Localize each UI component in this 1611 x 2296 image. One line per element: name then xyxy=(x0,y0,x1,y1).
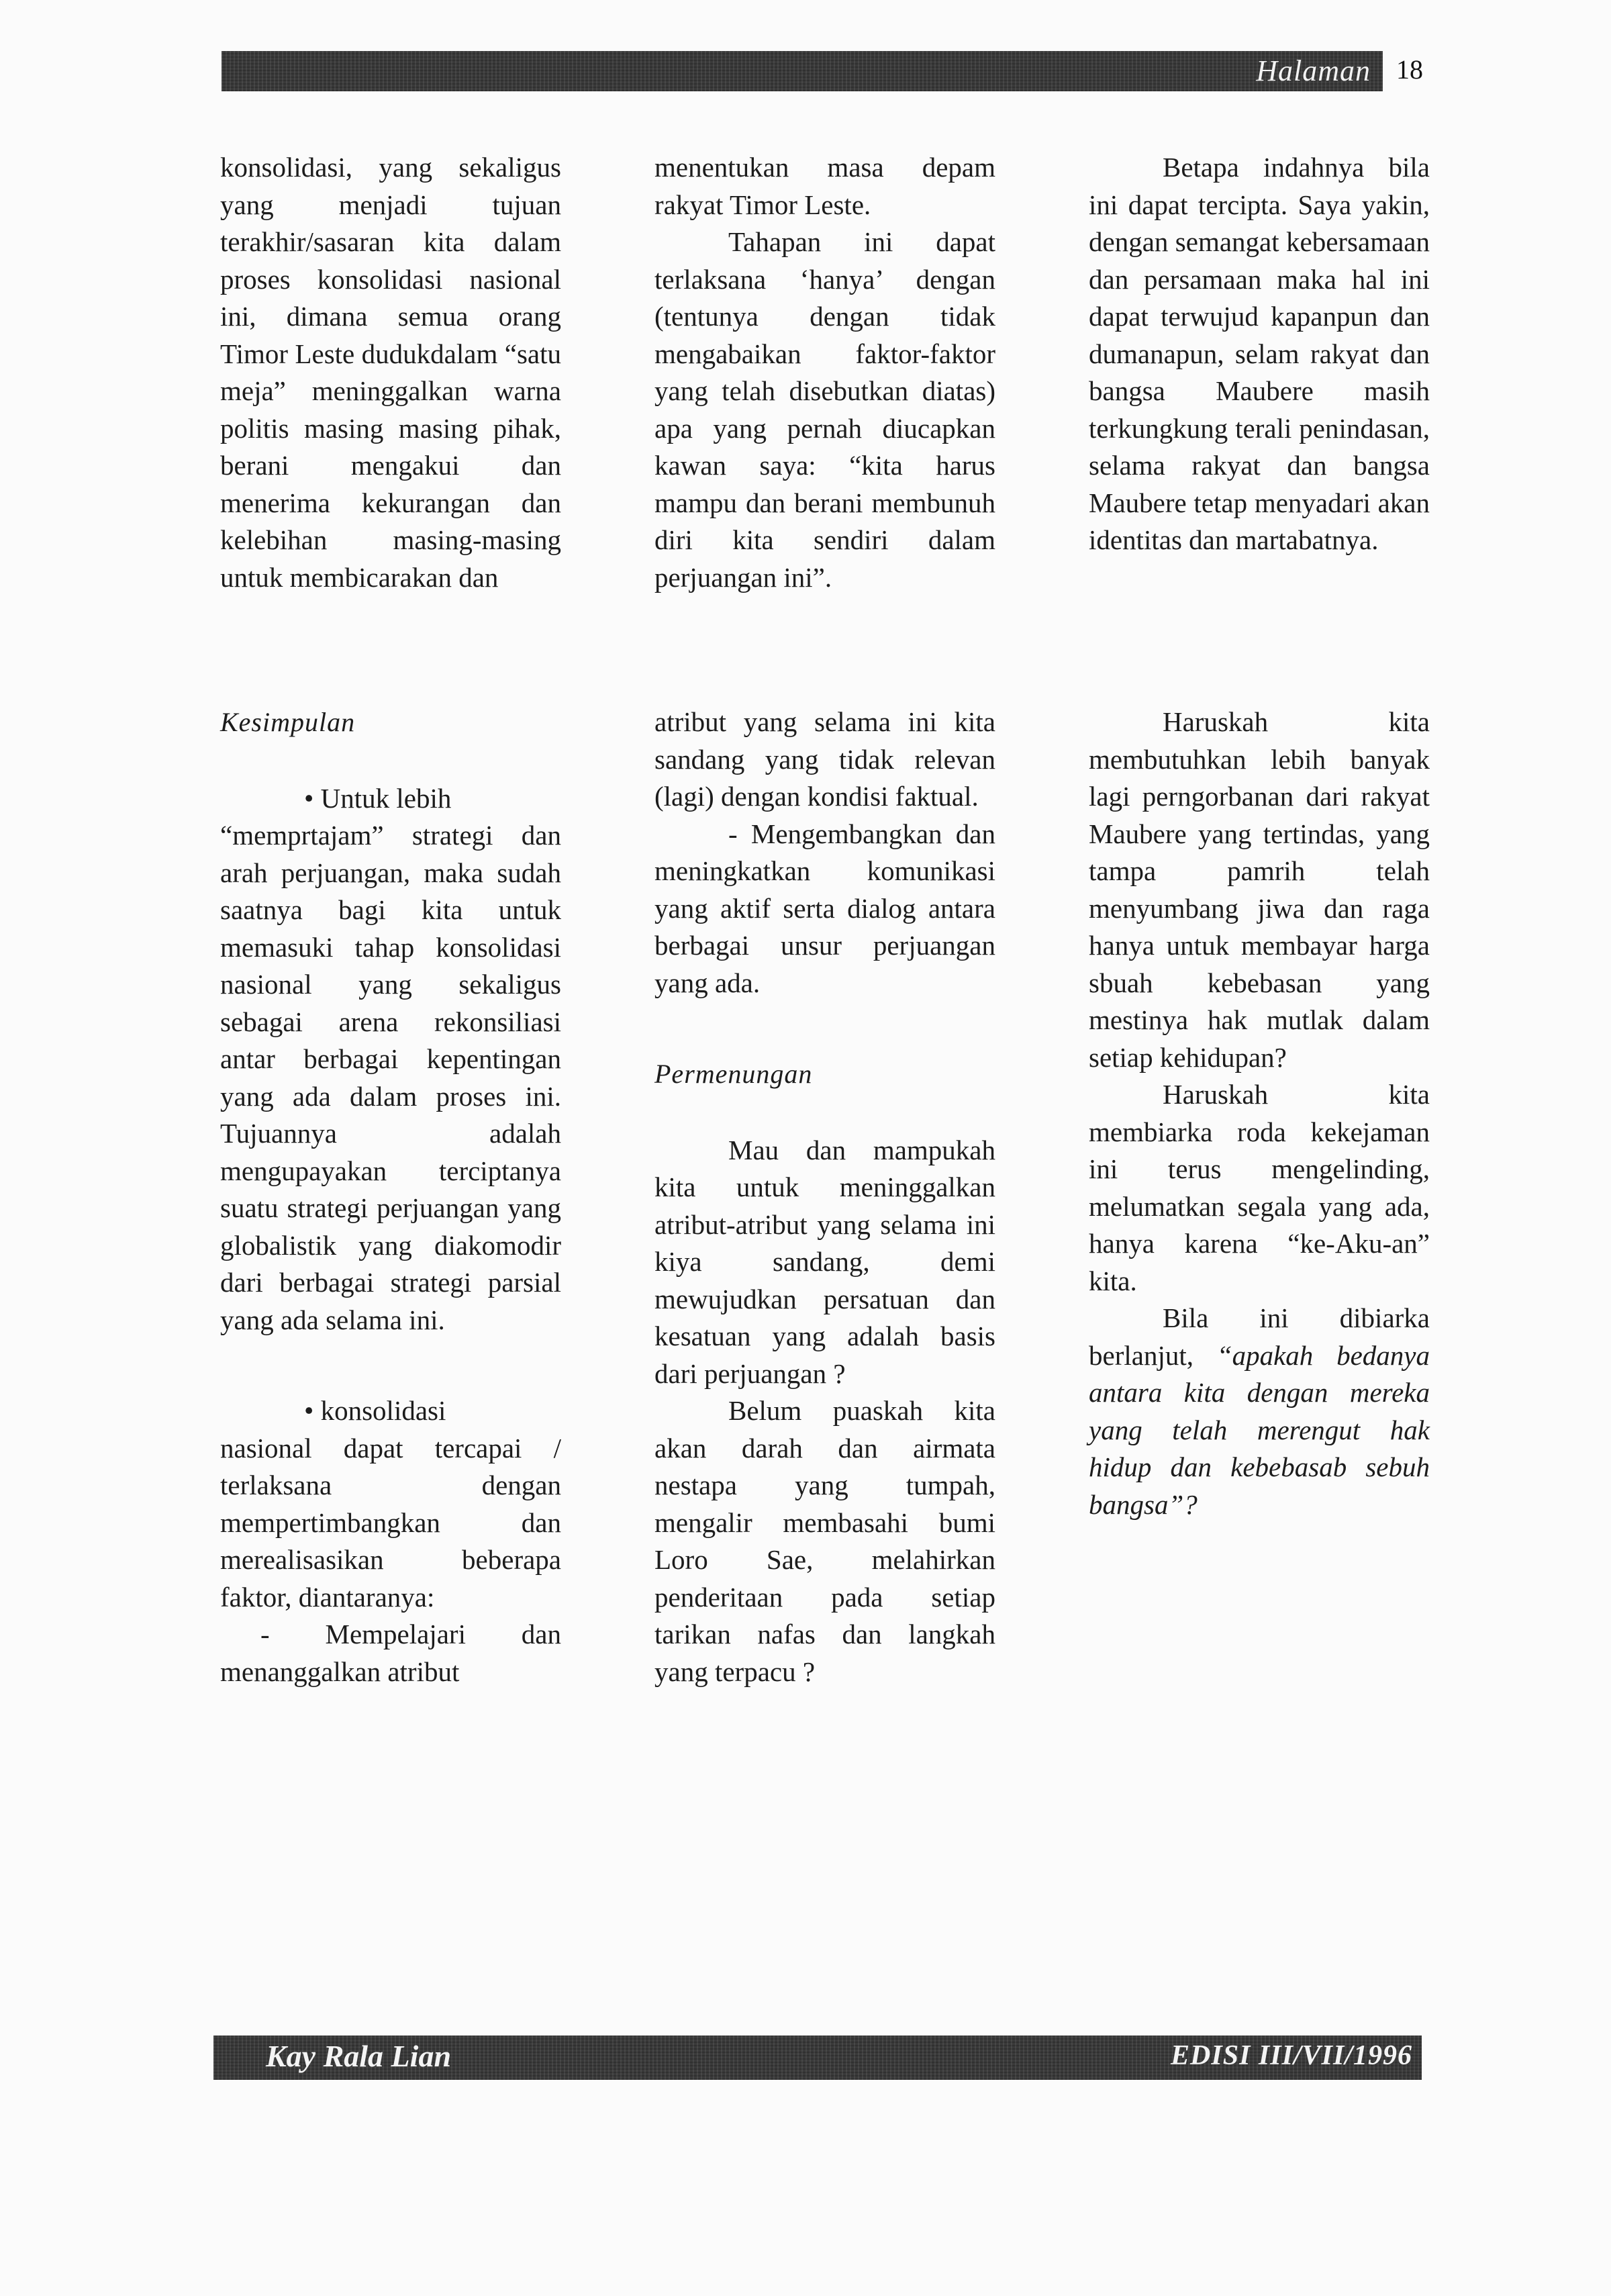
paragraph xyxy=(1089,1300,1430,1523)
bottom-column-1 xyxy=(220,704,561,1690)
bullet-lead: • Untuk lebih xyxy=(304,782,452,814)
page-number: 18 xyxy=(1396,54,1423,85)
paragraph: atribut yang selama ini kita sandang yang tidak relevan (lagi) dengan kondisi faktual. xyxy=(654,706,995,812)
bottom-column-3 xyxy=(1089,704,1430,1523)
edition-label: EDISI III/VII/1996 xyxy=(1171,2040,1412,2071)
top-column-1 xyxy=(220,149,561,596)
paragraph: Tahapan ini dapat terlaksana ‘hanya’ dengan (tentunya dengan tidak mengabaikan faktor-faktor yang telah disebutkan diatas) apa yang pernah diucapkan kawan saya: “kita harus mampu dan berani membunuh diri kita sendiri dalam perjuangan ini”. xyxy=(654,226,995,593)
footer-band xyxy=(213,2036,1422,2080)
quote-italic: “apakah bedanya antara kita dengan mereka yang telah merengut hak hidup dan kebebasab sebuh bangsa”? xyxy=(1089,1339,1430,1520)
paragraph: Betapa indahnya bila ini dapat tercipta. Saya yakin, dengan semangat kebersamaan dan persamaan maka hal ini dapat terwujud kapanpun dan dumanapun, selam rakyat dan bangsa Maubere masih terkungkung terali penindasan, selama rakyat dan bangsa Maubere tetap menyadari akan identitas dan martabatnya. xyxy=(1089,152,1430,555)
paragraph: Haruskah kita membiarka roda kekejaman ini terus mengelinding, melumatkan segala yang ada, hanya karena “ke-Aku-an” kita. xyxy=(1089,1079,1430,1296)
bullet-lead: • konsolidasi xyxy=(304,1395,446,1426)
publication-name: Kay Rala Lian xyxy=(266,2039,452,2073)
paragraph: Belum puaskah kita akan darah dan airmata nestapa yang tumpah, mengalir membasahi bumi Loro Sae, melahirkan penderitaan pada setiap tarikan nafas dan langkah yang terpacu ? xyxy=(654,1395,995,1687)
paragraph: nasional dapat tercapai / terlaksana dengan mempertimbangkan dan merealisasikan beberapa faktor, diantaranya: xyxy=(220,1432,561,1613)
section-heading-permenungan: Permenungan xyxy=(654,1059,813,1089)
paragraph: “memprtajam” strategi dan arah perjuangan, maka sudah saatnya bagi kita untuk memasuki tahap konsolidasi nasional yang sekaligus sebagai arena rekonsiliasi antar berbagai kepentingan yang ada dalam proses ini. Tujuannya adalah mengupayakan terciptanya suatu strategi perjuangan yang globalistik yang diakomodir dari berbagai strategi parsial yang ada selama ini. xyxy=(220,820,561,1335)
paragraph-plain: Bila ini dibiarka berlanjut, xyxy=(1089,1302,1430,1371)
bottom-column-2 xyxy=(654,704,995,1690)
paragraph: Haruskah kita membutuhkan lebih banyak lagi perngorbanan dari rakyat Maubere yang tertindas, yang tampa pamrih telah menyumbang jiwa dan raga hanya untuk membayar harga sbuah kebebasan yang mestinya hak mutlak dalam setiap kehidupan? xyxy=(1089,706,1430,1073)
list-item: - Mengembangkan dan meningkatkan komunikasi yang aktif serta dialog antara berbagai unsur perjuangan yang ada. xyxy=(654,818,995,998)
top-column-3 xyxy=(1089,149,1430,559)
paragraph: menentukan masa depam rakyat Timor Leste. xyxy=(654,152,995,220)
section-label: Halaman xyxy=(1256,54,1371,87)
paragraph: Mau dan mampukah kita untuk meninggalkan atribut-atribut yang selama ini kiya sandang, demi mewujudkan persatuan dan kesatuan yang adalah basis dari perjuangan ? xyxy=(654,1134,995,1389)
top-column-2 xyxy=(654,149,995,596)
header-band xyxy=(222,51,1383,91)
paragraph: konsolidasi, yang sekaligus yang menjadi tujuan terakhir/sasaran kita dalam proses konsolidasi nasional ini, dimana semua orang Timor Leste dudukdalam “satu meja” meninggalkan warna politis masing masing pihak, berani mengakui dan menerima kekurangan dan kelebihan masing-masing untuk membicarakan dan xyxy=(220,152,561,593)
section-heading-kesimpulan: Kesimpulan xyxy=(220,707,356,737)
list-item: - Mempelajari dan menanggalkan atribut xyxy=(220,1619,561,1687)
